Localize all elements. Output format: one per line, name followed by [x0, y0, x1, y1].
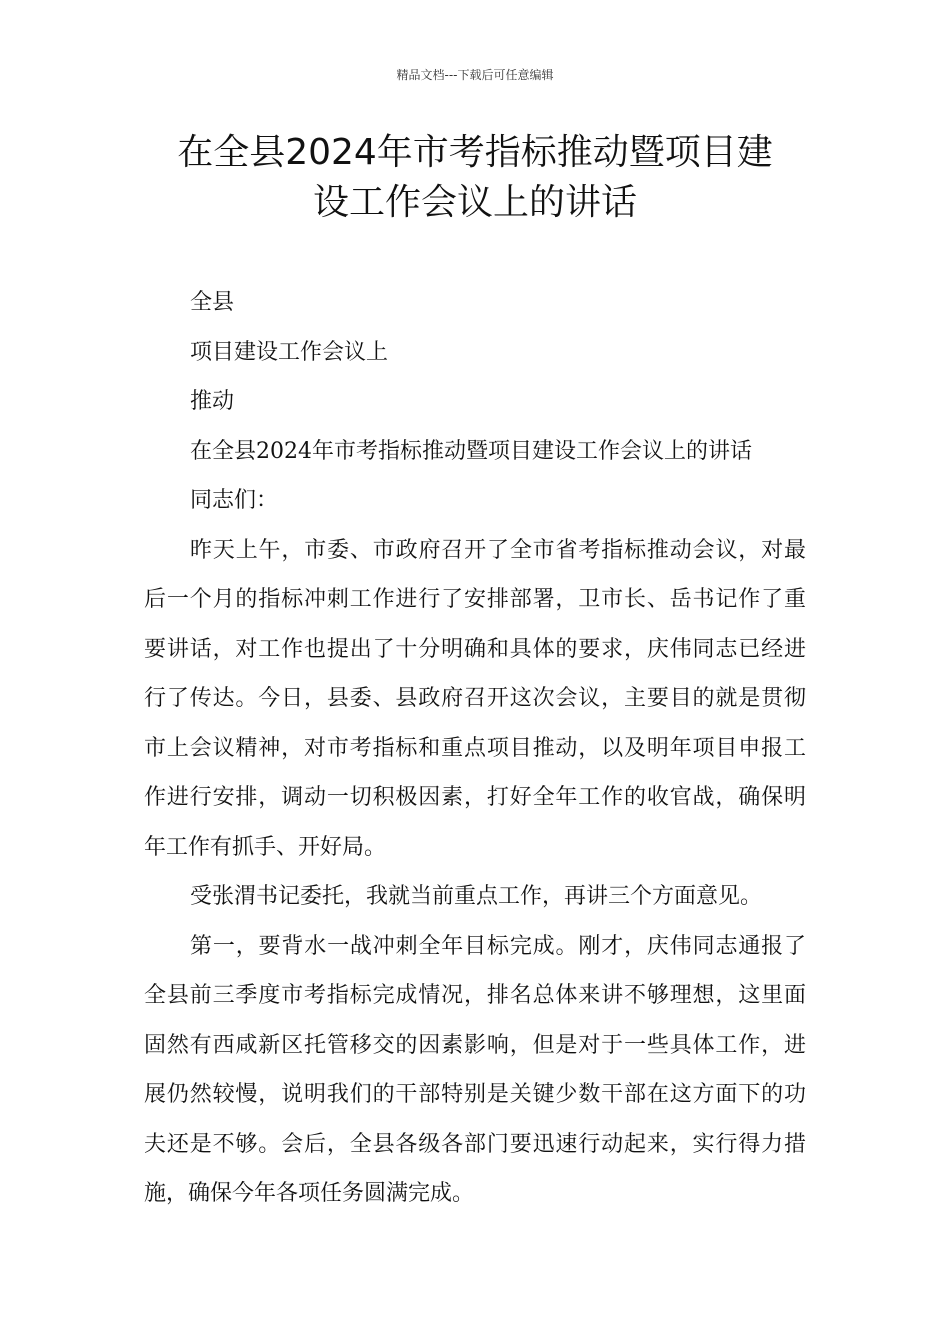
paragraph-line: 固然有西咸新区托管移交的因素影响，但是对于一些具体工作，进	[144, 1032, 806, 1058]
short-line: 全县	[190, 290, 235, 315]
title-line-1: 在全县2024年市考指标推动暨项目建	[177, 132, 773, 173]
paragraph-line: 第一，要背水一战冲刺全年目标完成。刚才，庆伟同志通报了	[190, 933, 806, 959]
paragraph-1	[144, 526, 806, 873]
short-line: 在全县2024年市考指标推动暨项目建设工作会议上的讲话	[190, 438, 752, 464]
short-line: 项目建设工作会议上	[190, 339, 389, 365]
paragraph-line: 展仍然较慢，说明我们的干部特别是关键少数干部在这方面下的功	[144, 1082, 806, 1107]
paragraph-line: 作进行安排，调动一切积极因素，打好全年工作的收官战，确保明	[144, 785, 806, 810]
paragraph-line: 昨天上午，市委、市政府召开了全市省考指标推动会议，对最	[190, 537, 806, 563]
paragraph-line: 施，确保今年各项任务圆满完成。	[144, 1181, 475, 1206]
paragraph-line: 全县前三季度市考指标完成情况，排名总体来讲不够理想，这里面	[144, 983, 806, 1008]
paragraph-2	[144, 872, 806, 922]
title-line-2: 设工作会议上的讲话	[312, 182, 637, 223]
document-title	[140, 128, 810, 228]
salutation: 同志们：	[190, 488, 279, 513]
page-header: 精品文档---下载后可任意编辑	[396, 68, 554, 82]
paragraph-line: 年工作有抓手、开好局。	[144, 834, 387, 860]
paragraph-3	[144, 922, 806, 1219]
paragraph-line: 行了传达。今日，县委、县政府召开这次会议，主要目的就是贯彻	[144, 686, 806, 711]
document-body	[144, 278, 806, 1219]
paragraph-line: 夫还是不够。会后，全县各级各部门要迅速行动起来，实行得力措	[144, 1131, 806, 1157]
short-line: 推动	[190, 389, 235, 414]
paragraph-line: 市上会议精神，对市考指标和重点项目推动，以及明年项目申报工	[144, 735, 806, 761]
paragraph-line: 受张渭书记委托，我就当前重点工作，再讲三个方面意见。	[190, 884, 763, 909]
paragraph-line: 后一个月的指标冲刺工作进行了安排部署，卫市长、岳书记作了重	[144, 587, 806, 612]
paragraph-line: 要讲话，对工作也提出了十分明确和具体的要求，庆伟同志已经进	[144, 636, 806, 662]
